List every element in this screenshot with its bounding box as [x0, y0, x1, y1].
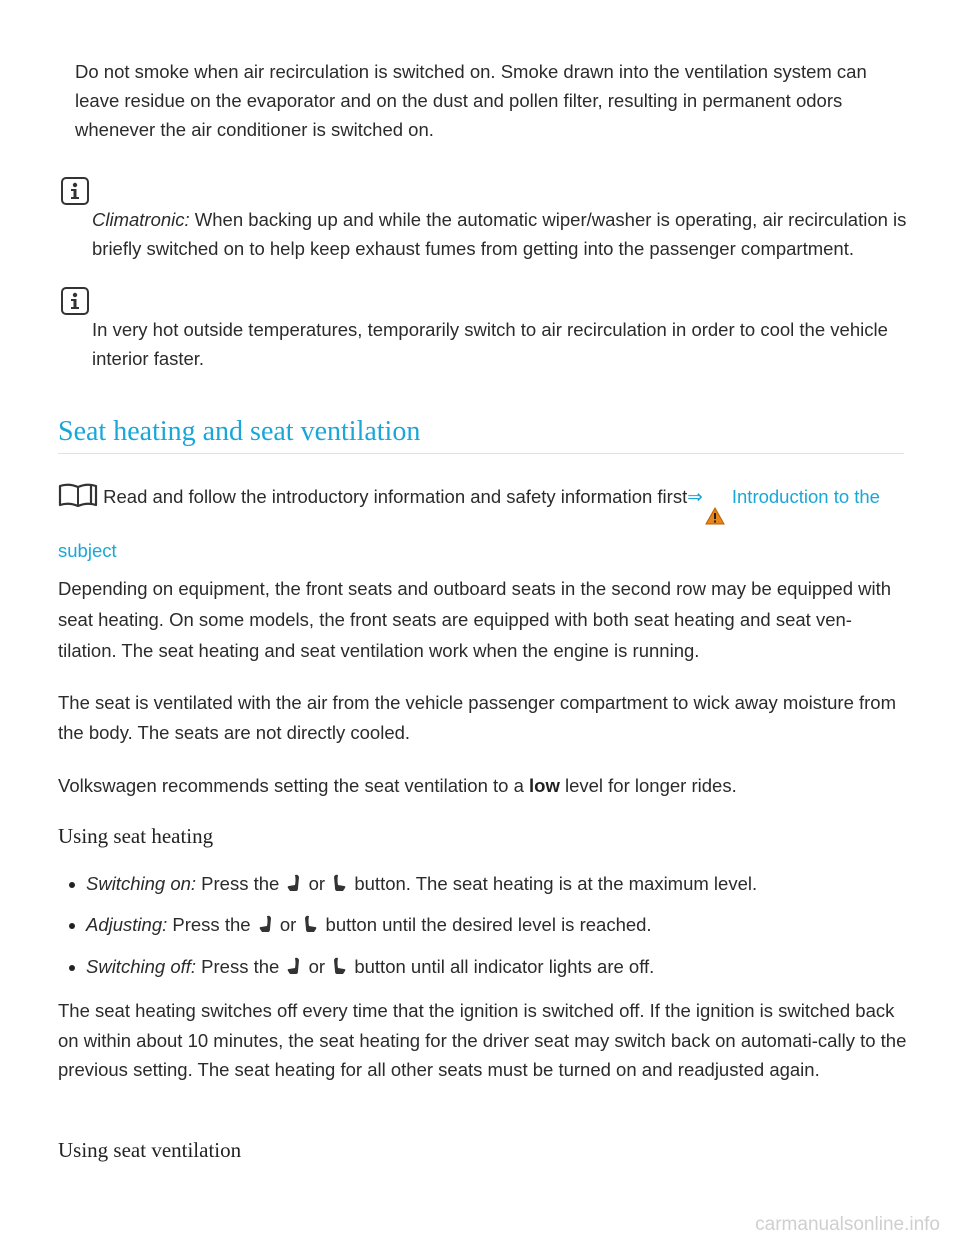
driver-seat-heat-icon [286, 872, 301, 900]
item-or: or [303, 956, 331, 977]
item-pre: Press the [167, 914, 256, 935]
recommendation-pre: Volkswagen recommends setting the seat ventilation to a [58, 775, 529, 796]
recommendation-level: low [529, 775, 560, 796]
smoke-warning-text: Do not smoke when air recirculation is switched on. Smoke drawn into the ventilation system can leave residue on the evaporator and on the dust and pollen filter, resulting in permanent odors whenever the air conditioner is switched on. [75, 61, 867, 140]
item-pre: Press the [196, 873, 285, 894]
watermark: carmanualsonline.info [755, 1214, 940, 1235]
passenger-seat-heat-icon [332, 872, 347, 900]
recommendation-post: level for longer rides. [559, 775, 737, 796]
info-note-icon [61, 177, 89, 205]
section-title: Seat heating and seat ventilation [58, 416, 421, 447]
note-climatronic-text: When backing up and while the automatic wiper/washer is operating, air recirculation is briefly switched on to help keep exhaust fumes from getting into the passenger compartment. [92, 209, 907, 259]
note-hot-temperatures: In very hot outside temperatures, temporarily switch to air recirculation in order to cool the vehicle interior faster. [92, 319, 888, 369]
list-item [86, 953, 654, 983]
book-icon [58, 483, 98, 517]
warning-triangle-icon [705, 503, 725, 535]
passenger-seat-heat-icon [303, 913, 318, 941]
equipment-paragraph: Depending on equipment, the front seats and outboard seats in the second row may be equipped with seat heating. On some models, the front seats are equipped with both seat heating and seat ven-tilation. The seat heating and seat ventilation work when the engine is running. [58, 578, 892, 661]
item-label: Adjusting: [86, 914, 168, 935]
item-label: Switching off: [86, 956, 197, 977]
item-or: or [274, 914, 302, 935]
heating-after-paragraph: The seat heating switches off every time that the ignition is switched off. If the ignition is switched back on within about 10 minutes, the seat heating for the driver seat may switch back on automati-cally to the previous setting. The seat heating for all other seats must be turned on and readjusted again. [58, 1000, 907, 1080]
driver-seat-heat-icon [258, 913, 273, 941]
item-label: Switching on: [86, 873, 197, 894]
ventilation-paragraph: The seat is ventilated with the air from the vehicle passenger compartment to wick away moisture from the body. The seats are not directly cooled. [58, 692, 896, 743]
list-item [86, 911, 652, 941]
intro-arrow-link[interactable]: ⇒ [687, 486, 703, 507]
item-post: button until the desired level is reached. [320, 914, 652, 935]
section-divider [58, 453, 904, 454]
seat-heating-heading: Using seat heating [58, 824, 214, 848]
note-climatronic [92, 205, 907, 263]
intro-text: Read and follow the introductory information and safety information first [98, 486, 688, 507]
item-or: or [303, 873, 331, 894]
info-note-icon [61, 287, 89, 315]
intro-line [58, 481, 908, 567]
recommendation-paragraph [58, 771, 910, 800]
note-climatronic-label: Climatronic: [92, 209, 190, 230]
passenger-seat-heat-icon [332, 955, 347, 983]
seat-ventilation-heading: Using seat ventilation [58, 1138, 242, 1162]
item-post: button until all indicator lights are off. [349, 956, 655, 977]
item-post: button. The seat heating is at the maximum level. [349, 873, 758, 894]
introduction-link[interactable]: Introduction to the subject [58, 486, 880, 561]
driver-seat-heat-icon [286, 955, 301, 983]
list-item [86, 870, 757, 900]
item-pre: Press the [196, 956, 285, 977]
